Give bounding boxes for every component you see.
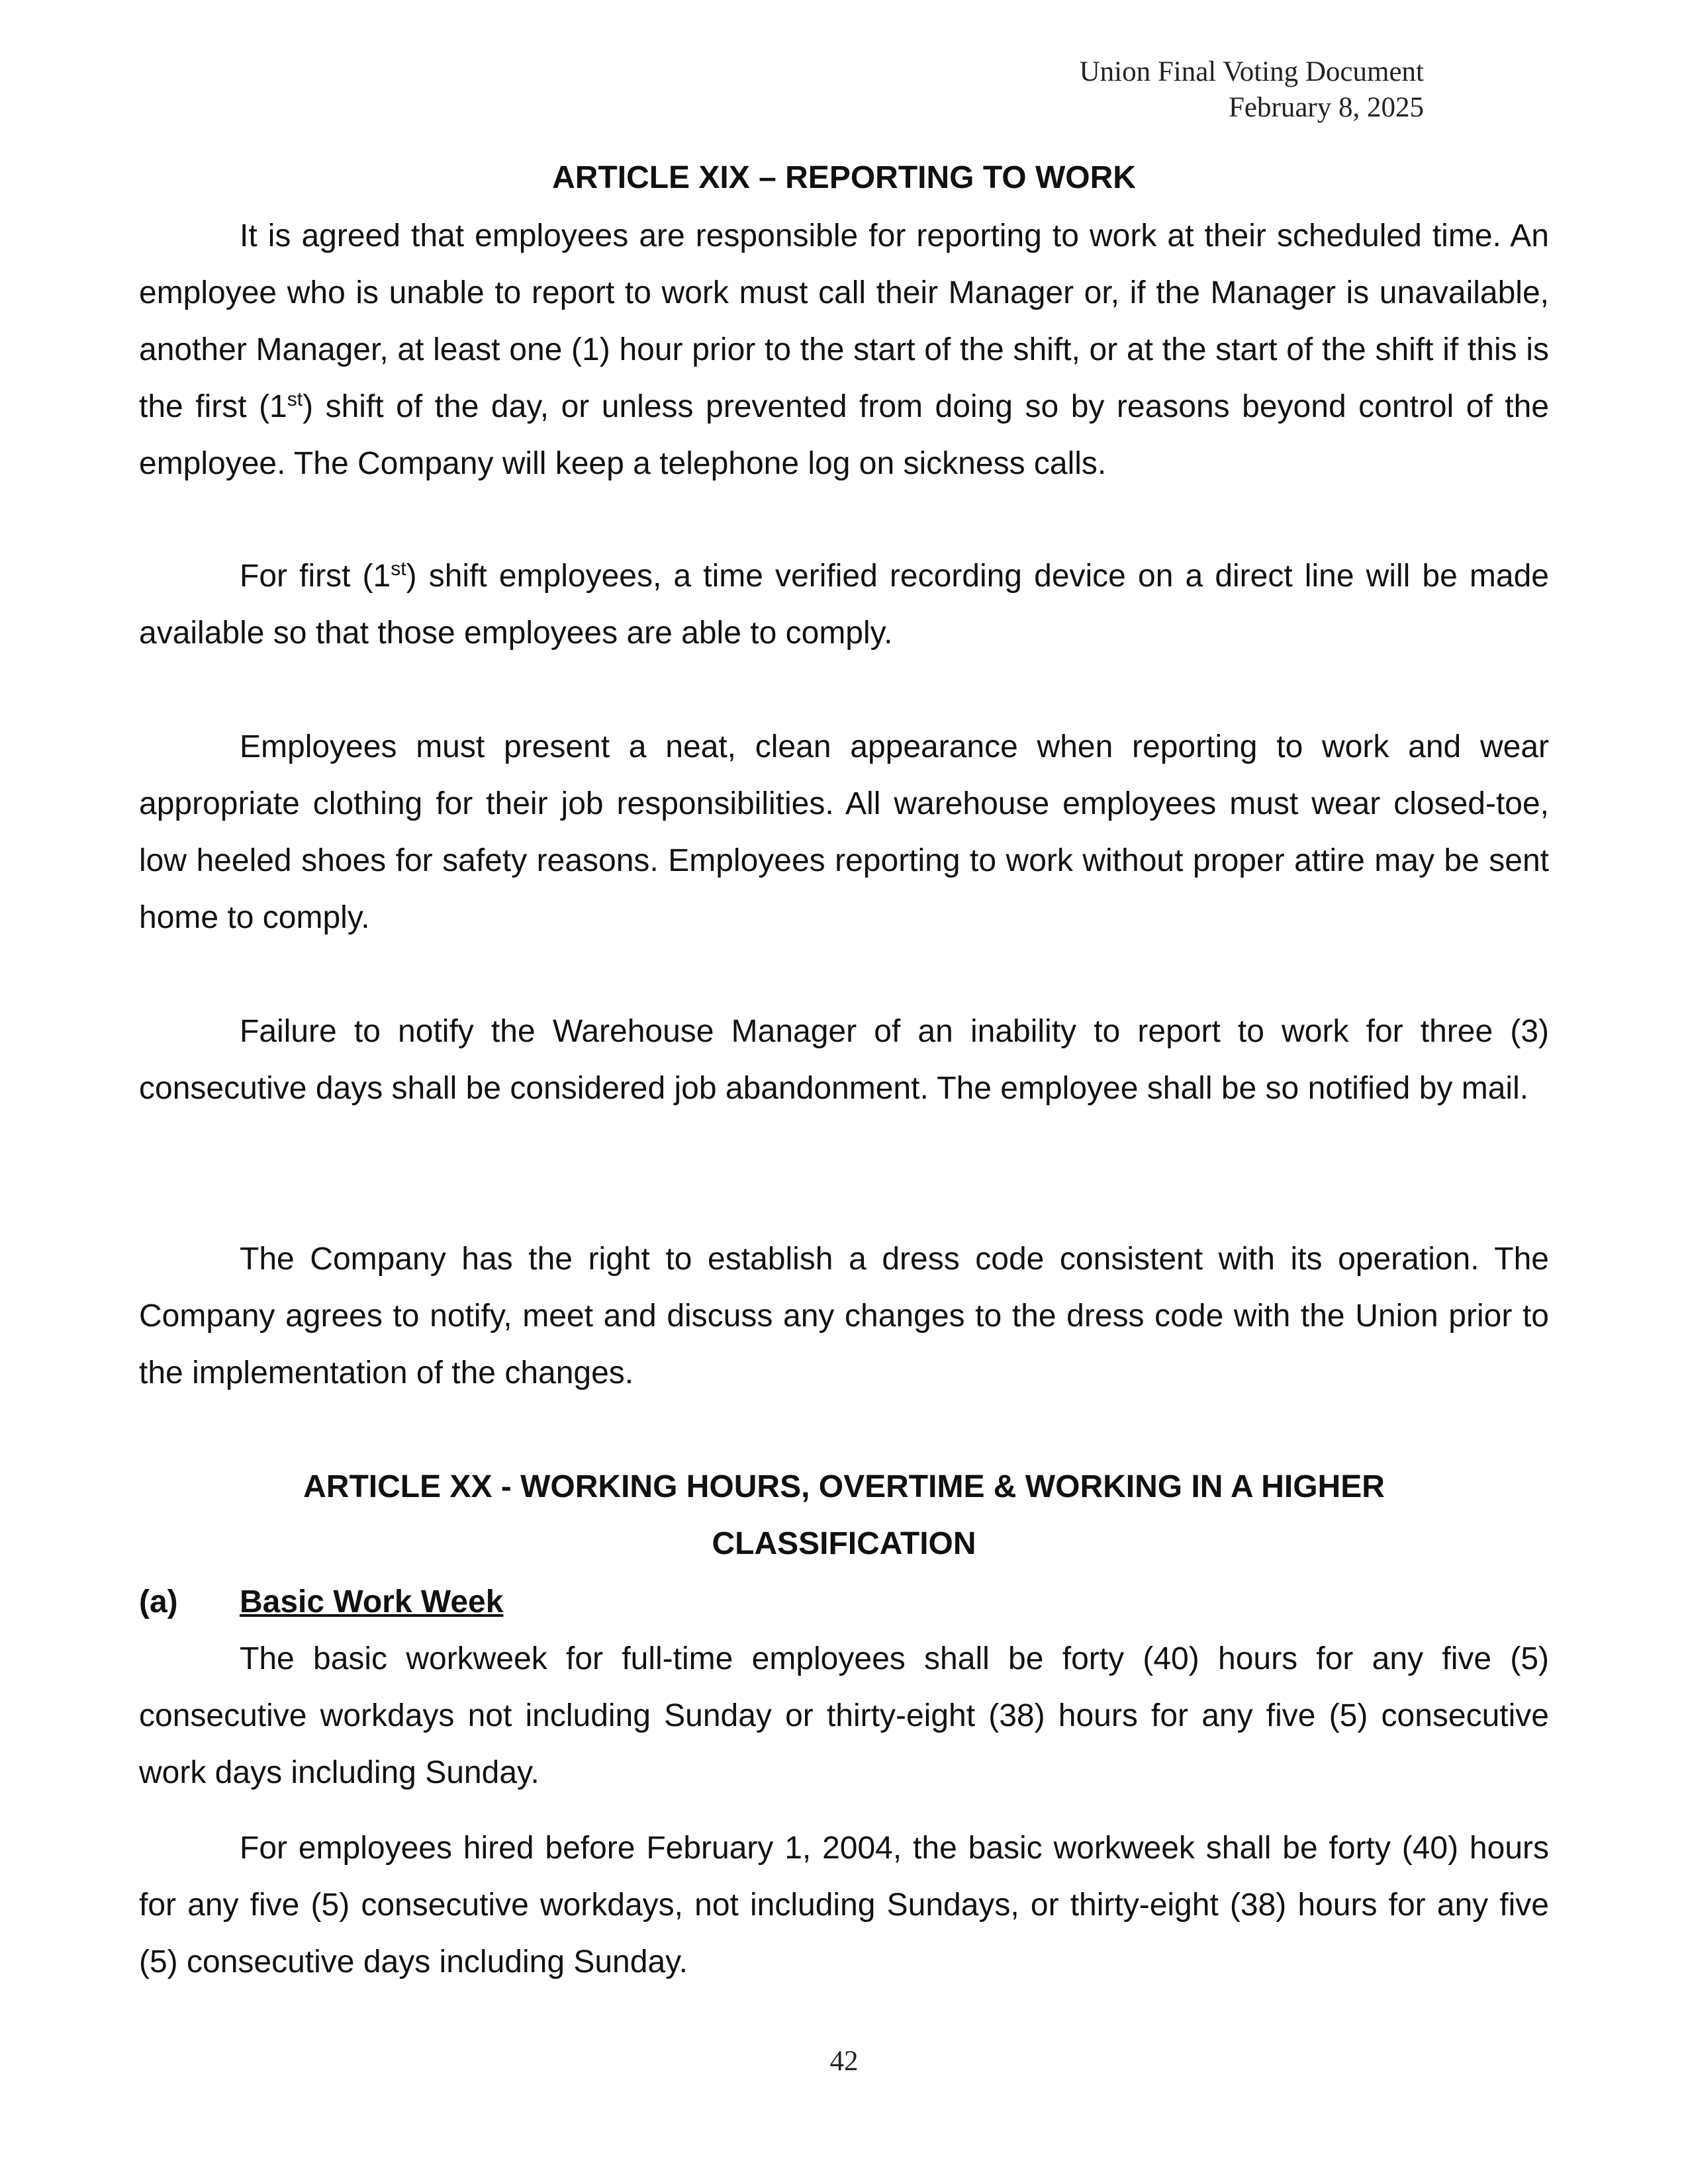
article-19-paragraph-5: [139, 1231, 1549, 1402]
header-date: February 8, 2025: [1229, 92, 1424, 123]
paragraph-text: For first (1: [240, 559, 391, 594]
section-a-heading: [139, 1574, 503, 1631]
ordinal-suffix: st: [391, 558, 406, 580]
article-19-paragraph-1: [139, 208, 1549, 492]
article-19-heading: ARTICLE XIX – REPORTING TO WORK: [552, 160, 1136, 195]
ordinal-suffix: st: [287, 388, 303, 410]
paragraph-text: For employees hired before February 1, 2004, the basic workweek shall be forty (40) hours for any five (5) consecutive workdays, not including Sundays, or thirty-eight (38) hours for any five (5) consecutive days including Sunday.: [139, 1831, 1549, 1979]
paragraph-text: The basic workweek for full-time employees shall be forty (40) hours for any five (5) consecutive workdays not including Sunday or thirty-eight (38) hours for any five (5) consecutive work days including Sunday.: [139, 1641, 1549, 1790]
article-19-paragraph-4: [139, 1003, 1549, 1117]
paragraph-text: It is agreed that employees are responsible for reporting to work at their scheduled time. An employee who is unable to report to work must call their Manager or, if the Manager is unavailable, another Manager, at least one (1) hour prior to the start of the shift, or at the start of the shift if this is the first (1: [139, 218, 1549, 424]
article-20-heading-line-1: ARTICLE XX - WORKING HOURS, OVERTIME & WORKING IN A HIGHER: [303, 1469, 1385, 1504]
paragraph-text: ) shift employees, a time verified recording device on a direct line will be made available so that those employees are able to comply.: [139, 559, 1550, 651]
article-19-paragraph-3: [139, 719, 1549, 946]
article-20-heading: [139, 1459, 1549, 1572]
section-label: (a): [139, 1584, 178, 1619]
header-title: Union Final Voting Document: [1079, 56, 1424, 87]
article-20-paragraph-1: [139, 1631, 1549, 1801]
article-20-paragraph-2: [139, 1820, 1549, 1991]
article-20-heading-line-2: CLASSIFICATION: [712, 1526, 976, 1561]
paragraph-text: ) shift of the day, or unless prevented from doing so by reasons beyond control of the employee. The Company will keep a telephone log on sickness calls.: [139, 389, 1549, 481]
article-19-paragraph-2: [139, 548, 1549, 662]
document-header: [1080, 54, 1424, 126]
paragraph-text: Failure to notify the Warehouse Manager of an inability to report to work for three (3) consecutive days shall be considered job abandonment. The employee shall be so notified by mail.: [139, 1014, 1549, 1106]
section-title: Basic Work Week: [240, 1584, 504, 1619]
paragraph-text: The Company has the right to establish a dress code consistent with its operation. The Company agrees to notify, meet and discuss any changes to the dress code with the Union prior to the implementation of the changes.: [139, 1242, 1549, 1390]
paragraph-text: Employees must present a neat, clean appearance when reporting to work and wear appropriate clothing for their job responsibilities. All warehouse employees must wear closed-toe, low heeled shoes for safety reasons. Employees reporting to work without proper attire may be sent home to comply.: [139, 729, 1549, 935]
page-number: 42: [829, 2046, 859, 2077]
